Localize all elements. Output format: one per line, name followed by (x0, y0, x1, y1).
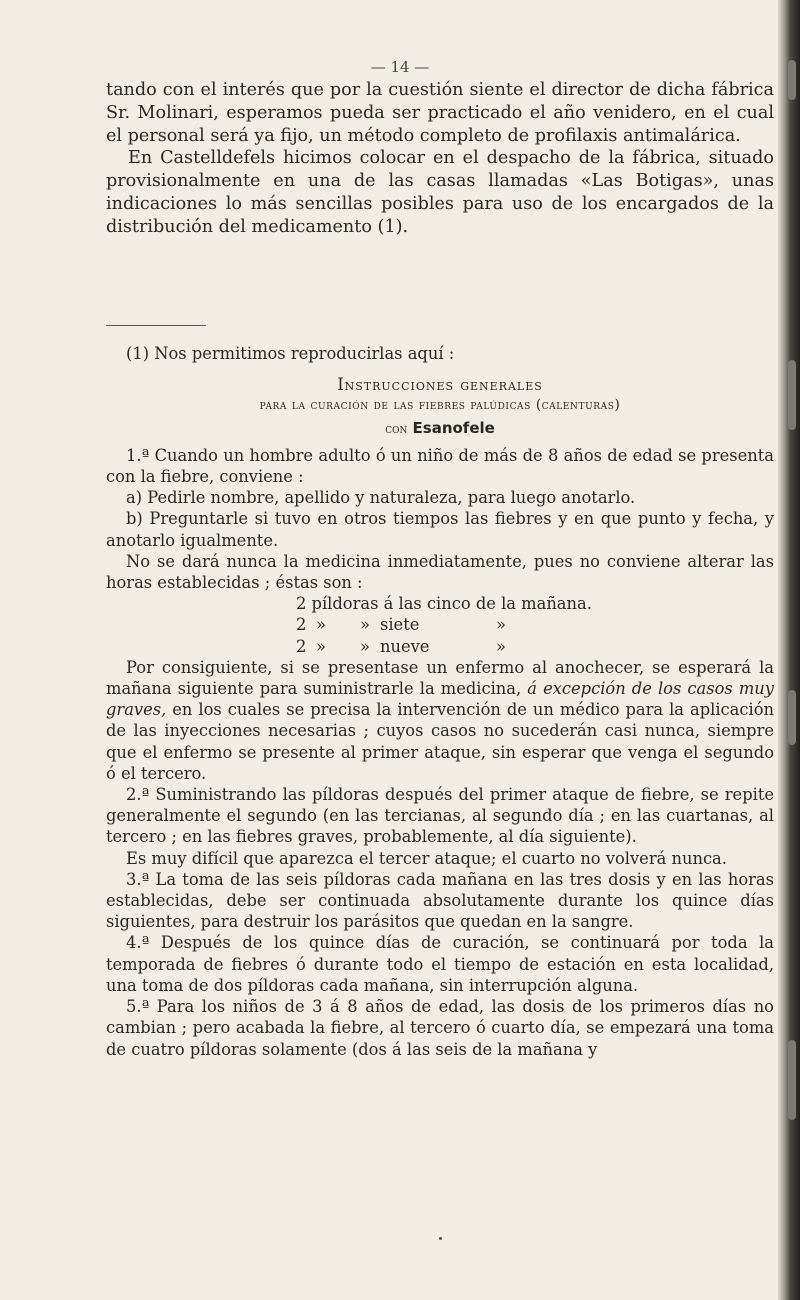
item-4: 4.ª Después de los quince días de curación, se continuará por toda la temporada de fiebres ó durante todo el tiempo de estación en esta localidad, una toma de dos píldoras cada mañana, sin interrupción alguna. (106, 933, 774, 995)
paragraph-2: En Castelldefels hicimos colocar en el despacho de la fábrica, situado provisionalmente en una de las casas llamadas «Las Botigas», unas indicaciones lo más sencillas posibles para uso de los encargados de la distribución del medicamento (1). (106, 148, 774, 237)
item-2: 2.ª Suministrando las píldoras después del primer ataque de fiebre, se repite generalmente el segundo (en las tercianas, al segundo día ; en las cuartanas, al tercero ; en las fiebres graves, probablemente, al día siguiente). (106, 785, 774, 847)
schedule-line-2: 2 » » siete » (296, 615, 506, 635)
italic-exception: á excepción de los casos muy graves, (106, 679, 774, 720)
item-1-a: a) Pedirle nombre, apellido y naturaleza, para luego anotarlo. (126, 488, 636, 508)
drug-name: Esanofele (412, 418, 495, 437)
dosage-schedule (106, 593, 774, 657)
drug-heading-prefix: con (385, 420, 408, 437)
main-text (106, 79, 774, 239)
item-1-intro: 1.ª Cuando un hombre adulto ó un niño de más de 8 años de edad se presenta con la fiebre, conviene : (106, 445, 774, 487)
instructions-subheading: para la curación de las fiebres palúdicas (calenturas) (259, 397, 621, 414)
footnote-block (106, 343, 774, 1060)
footnote-rule (106, 325, 206, 326)
item-5: 5.ª Para los niños de 3 á 8 años de edad, las dosis de los primeros días no cambian ; pero acabada la fiebre, al tercero ó cuarto día, se empezará una toma de cuatro píldoras solamente (dos á las seis de la mañana y (106, 997, 774, 1059)
footnote-marker: (1) Nos permitimos reproducirlas aquí : (126, 344, 455, 363)
item-2-b: Es muy difícil que aparezca el tercer ataque; el cuarto no volverá nunca. (126, 848, 727, 868)
schedule-line-3: 2 » » nueve » (296, 636, 506, 656)
page-edge-shadow (778, 0, 800, 1300)
print-speck (439, 1237, 442, 1240)
item-1-c: No se dará nunca la medicina inmediatamente, pues no conviene alterar las horas establecidas ; éstas son : (106, 551, 774, 593)
drug-heading (106, 417, 774, 440)
instructions-heading: Instrucciones generales (337, 375, 543, 395)
item-3: 3.ª La toma de las seis píldoras cada mañana en las tres dosis y en las horas establecidas, debe ser continuada absolutamente durante los quince días siguientes, para destruir los parásitos que quedan en la sangre. (106, 869, 774, 932)
item-1-d: Por consiguiente, si se presentase un enfermo al anochecer, se esperará la mañana siguiente para suministrarle la medicina, á excepción de los casos muy graves, en los cuales se precisa la intervención de un médico para la aplicación de las inyecciones necesarias ; cuyos casos no sucederán casi nunca, siempre que el enfermo se presente al primer ataque, sin esperar que venga el segundo ó el tercero. (106, 657, 774, 783)
page-number: — 14 — (370, 58, 430, 76)
item-1-b: b) Preguntarle si tuvo en otros tiempos las fiebres y en que punto y fecha, y anotarlo igualmente. (106, 509, 774, 550)
paragraph-1: tando con el interés que por la cuestión siente el director de dicha fábrica Sr. Molinari, esperamos pueda ser practicado el año venidero, en el cual el personal será ya fijo, un método completo de profilaxis antimalárica. (106, 80, 774, 146)
schedule-line-1: 2 píldoras á las cinco de la mañana. (296, 594, 592, 614)
